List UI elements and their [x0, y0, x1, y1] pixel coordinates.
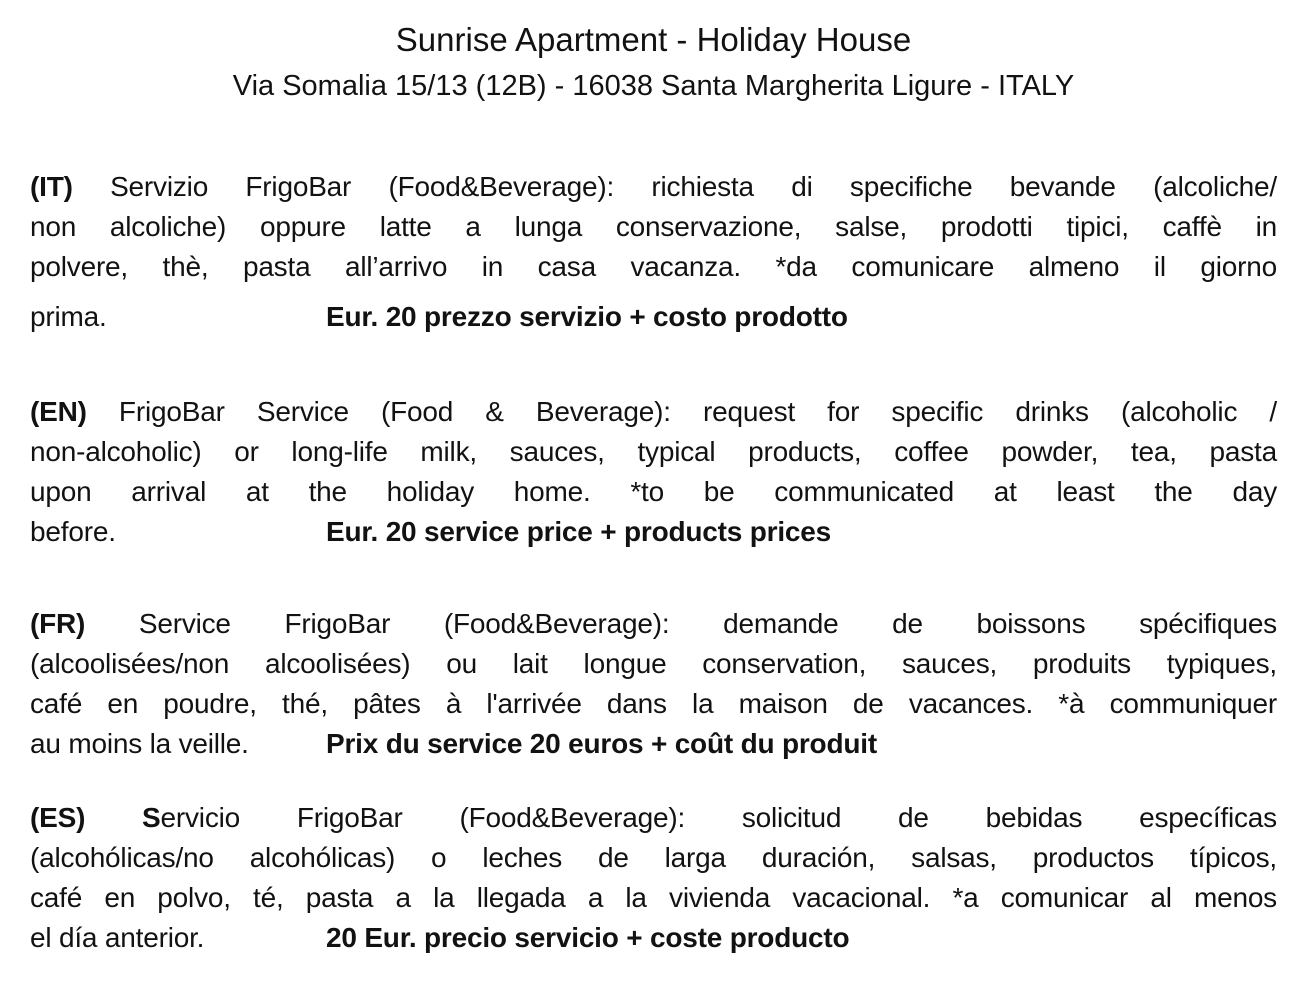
- language-tag-es: (ES): [30, 802, 86, 833]
- price-text-es: 20 Eur. precio servicio + coste producto: [326, 922, 850, 953]
- paragraph-line: café en polvo, té, pasta a la llegada a la vivienda vacacional. *a comunicar al menos: [30, 882, 1277, 913]
- language-tag-en: (EN): [30, 396, 87, 427]
- price-text-fr: Prix du service 20 euros + coût du produit: [326, 728, 877, 759]
- paragraph-line: (alcohólicas/no alcohólicas) o leches de larga duración, salsas, productos típicos,: [30, 842, 1277, 873]
- paragraph-text: FrigoBar Service (Food & Beverage): request for specific drinks (alcoholic /: [118, 396, 1277, 427]
- paragraph-line: [30, 918, 1277, 958]
- paragraph-it: [30, 167, 1277, 337]
- price-text-en: Eur. 20 service price + products prices: [326, 516, 832, 547]
- paragraph-tail: au moins la veille.: [30, 728, 249, 759]
- paragraph-line: [30, 167, 1277, 207]
- paragraph-fr: [30, 604, 1277, 764]
- paragraph-es: [30, 798, 1277, 958]
- document-title: Sunrise Apartment - Holiday House: [395, 21, 912, 58]
- paragraph-text: Servizio FrigoBar (Food&Beverage): richiesta di specifiche bevande (alcoliche/: [110, 171, 1277, 202]
- language-tag-fr: (FR): [30, 608, 86, 639]
- paragraph-line: [30, 392, 1277, 432]
- paragraph-line: (alcoolisées/non alcoolisées) ou lait longue conservation, sauces, produits typiques,: [30, 648, 1277, 679]
- paragraph-tail: el día anterior.: [30, 922, 205, 953]
- paragraph-line: upon arrival at the holiday home. *to be communicated at least the day: [30, 476, 1277, 507]
- paragraph-text: Service FrigoBar (Food&Beverage): demande de boissons spécifiques: [138, 608, 1277, 639]
- paragraph-text: Servicio FrigoBar (Food&Beverage): solicitud de bebidas específicas: [142, 802, 1277, 833]
- paragraph-line: [30, 724, 1277, 764]
- paragraph-line: [30, 297, 1277, 337]
- paragraph-line: non alcoliche) oppure latte a lunga conservazione, salse, prodotti tipici, caffè in: [30, 211, 1277, 242]
- paragraph-line: [30, 604, 1277, 644]
- paragraph-tail: before.: [30, 516, 116, 547]
- paragraph-line: polvere, thè, pasta all’arrivo in casa vacanza. *da comunicare almeno il giorno: [30, 251, 1277, 282]
- paragraph-line: [30, 798, 1277, 838]
- paragraph-line: café en poudre, thé, pâtes à l'arrivée dans la maison de vacances. *à communiquer: [30, 688, 1277, 719]
- paragraph-line: [30, 512, 1277, 552]
- price-text-it: Eur. 20 prezzo servizio + costo prodotto: [326, 301, 848, 332]
- paragraph-en: [30, 392, 1277, 552]
- language-tag-it: (IT): [30, 171, 73, 202]
- document-address: Via Somalia 15/13 (12B) - 16038 Santa Margherita Ligure - ITALY: [232, 70, 1075, 102]
- paragraph-tail: prima.: [30, 301, 107, 332]
- paragraph-line: non-alcoholic) or long-life milk, sauces, typical products, coffee powder, tea, pasta: [30, 436, 1277, 467]
